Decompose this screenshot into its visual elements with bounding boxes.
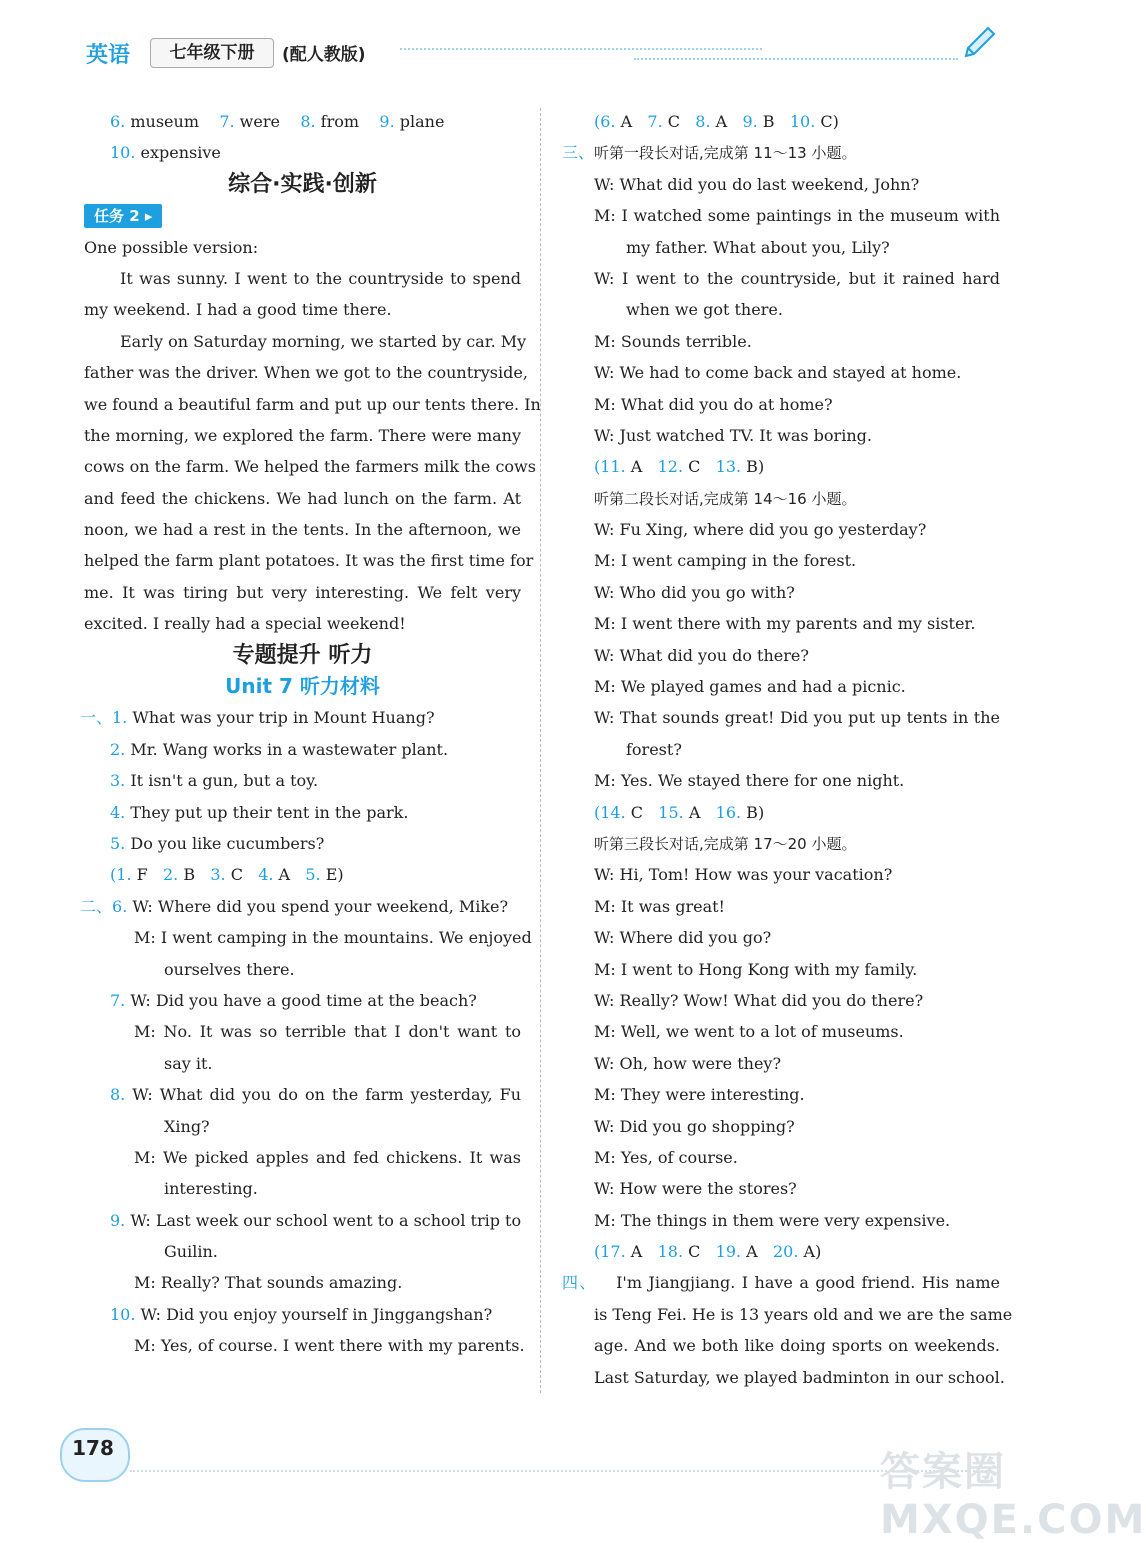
line-text: W: Last week our school went to a school trip to [130,1210,522,1230]
header-divider-lower [634,58,958,60]
dialogue-line [566,294,1000,325]
dialogue-line [566,1362,1005,1393]
watermark: 答案圈 MXQE.COM [880,1449,1146,1543]
item-answer: A [710,112,743,131]
line-text: W: Fu Xing, where did you go yesterday? [594,520,927,540]
line-text: age. And we both like doing sports on weekends. [594,1336,1000,1356]
dialogue-line [566,922,1000,953]
line-text: I'm Jiangjiang. I have a good friend. His name [616,1273,1000,1293]
item-number: 2. [110,739,131,759]
line-text: M: I went to Hong Kong with my family. [594,959,918,979]
line-text: W: Where did you go? [594,928,772,948]
line-text: M: Sounds terrible. [594,331,752,351]
topic-title: 专题提升 听力 [232,642,373,668]
line-text: 听第三段长对话,完成第 17～20 小题。 [594,834,857,853]
item-number: 20. [773,1242,799,1262]
task-row [84,200,521,231]
dialogue-line [566,577,1000,608]
item-answer: museum [125,112,220,131]
column-divider [540,108,541,1393]
dialogue-line [566,1173,1000,1204]
dialogue-line [566,1205,1000,1236]
line-text: M: Well, we went to a lot of museums. [594,1022,904,1042]
left-column [80,106,541,1362]
item-answer: B) [741,457,765,477]
line-text: M: The things in them were very expensive. [594,1210,951,1230]
item-answer: B [757,112,790,131]
line-text: my father. What about you, Lily? [626,237,890,257]
item-number: 2. [162,865,179,885]
right-column [562,106,1013,1393]
dialogue-line [562,137,1000,168]
dialogue-line [566,483,1000,514]
listening-line [84,1016,521,1047]
item-answer: C [683,1242,716,1262]
essay-line: helped the farm plant potatoes. It was the first time for [84,551,534,571]
line-text: Last Saturday, we played badminton in our school. [594,1367,1005,1387]
dialogue-line [566,232,1000,263]
line-text: W: Oh, how were they? [594,1053,782,1073]
item-answer: A) [798,1242,822,1262]
dialogue-line [566,169,1000,200]
dialogue-line [566,859,1000,890]
listening-line [80,891,521,922]
listening-line [84,1236,521,1267]
dialogue-line [566,954,1000,985]
item-number: 8. [695,112,711,131]
part-number: 二、 [80,896,113,916]
dialogue-line [566,1142,1000,1173]
task-badge: 任务 2 ▸ [84,204,162,228]
line-text: What was your trip in Mount Huang? [132,708,435,728]
dialogue-line [566,263,1000,294]
item-number: (17. [594,1242,626,1262]
item-answer: A [683,802,716,822]
answer-key-line [84,859,521,890]
essay-line: noon, we had a rest in the tents. In the afternoon, we [84,520,521,540]
line-text: when we got there. [626,300,783,320]
item-answer: F [131,865,163,885]
line-text: W: Just watched TV. It was boring. [594,425,872,445]
item-number: 8. [110,1085,133,1105]
line-text: M: We picked apples and fed chickens. It was [134,1147,521,1167]
listening-line [84,1048,521,1079]
dialogue-line [566,389,1000,420]
line-text: 听第一段长对话,完成第 11～13 小题。 [594,144,857,163]
page-number: 178 [72,1436,114,1460]
listening-line [84,1111,521,1142]
dialogue-line [566,640,1000,671]
answer-key-line [566,451,1000,482]
item-answer: C [225,865,259,885]
listening-line [84,765,521,796]
listening-line [84,954,521,985]
essay-line: Early on Saturday morning, we started by car. My [120,331,527,351]
part-number: 一、 [80,708,113,728]
listening-line [84,1173,521,1204]
line-text: W: Hi, Tom! How was your vacation? [594,865,893,885]
line-text: say it. [164,1053,213,1073]
listening-line [84,1299,521,1330]
dialogue-line [566,702,1000,733]
line-text: Mr. Wang works in a wastewater plant. [130,739,449,759]
item-answer: A [625,457,658,477]
line-text: W: Really? Wow! What did you do there? [594,990,924,1010]
item-number: (11. [594,457,626,477]
item-answer: A [741,1242,773,1262]
vocab-answer-line [84,106,521,137]
essay-line: excited. I really had a special weekend! [84,614,406,634]
unit-title: Unit 7 听力材料 [225,674,380,699]
footer-divider [130,1470,990,1472]
line-text: W: That sounds great! Did you put up tents in the [594,708,1000,728]
item-number: 8. [300,112,316,131]
dialogue-line [566,985,1000,1016]
essay-line: cows on the farm. We helped the farmers milk the cows [84,457,536,477]
line-text: M: It was great! [594,896,725,916]
item-answer: E) [320,865,344,885]
edition-label: (配人教版) [282,45,366,65]
line-text: Xing? [164,1116,210,1136]
item-number: 5. [110,833,131,853]
listening-line [84,1330,525,1361]
line-text: W: Where did you spend your weekend, Mike? [132,896,509,916]
line-text: 听第二段长对话,完成第 14～16 小题。 [594,489,857,508]
line-text: W: I went to the countryside, but it rained hard [594,268,1000,288]
dialogue-line [566,326,1000,357]
item-number: 16. [715,802,742,822]
item-number: 18. [657,1242,684,1262]
item-number: 9. [110,1210,131,1230]
line-text: W: What did you do on the farm yesterday, Fu [132,1085,521,1105]
item-number: 10. [110,1304,141,1324]
dialogue-line [566,891,1000,922]
dialogue-line [566,1111,1000,1142]
line-text: M: I went camping in the forest. [594,551,857,571]
answer-key-line [566,106,1000,137]
item-answer: C [625,802,659,822]
line-text: W: Who did you go with? [594,582,795,602]
item-answer: C [662,112,696,131]
dialogue-line [562,1267,1000,1298]
line-text: forest? [626,739,682,759]
line-text: interesting. [164,1179,258,1199]
item-answer: C) [815,112,839,131]
line-text: W: How were the stores? [594,1179,797,1199]
listening-line [80,702,521,733]
listening-line [84,734,521,765]
dialogue-line [566,1048,1000,1079]
line-text: It isn't a gun, but a toy. [130,771,319,791]
item-number: 10. [110,143,136,163]
line-text: M: We played games and had a picnic. [594,677,906,697]
item-number: 15. [658,802,684,822]
item-number: 9. [742,112,758,131]
item-number: 7. [647,112,663,131]
item-number: (14. [594,802,626,822]
line-text: M: What did you do at home? [594,394,833,414]
item-answer: A [615,112,648,131]
dialogue-line [566,200,1000,231]
line-text: W: What did you do last weekend, John? [594,174,920,194]
dialogue-line [566,828,1000,859]
dialogue-line [566,1016,1000,1047]
line-text: Guilin. [164,1242,218,1262]
part-number: 四、 [562,1273,617,1293]
item-number: 7. [219,112,235,131]
item-number: 3. [210,865,226,885]
line-text: M: Yes. We stayed there for one night. [594,771,905,791]
item-number: (6. [594,112,616,131]
item-number: 13. [715,457,742,477]
dialogue-line [566,1079,1000,1110]
item-number: (1. [110,865,132,885]
line-text: W: We had to come back and stayed at home. [594,363,962,383]
essay-line: It was sunny. I went to the countryside to spend [120,268,521,288]
line-text: W: Did you enjoy yourself in Jinggangshan? [140,1304,493,1324]
grade-label: 七年级下册 [150,38,274,68]
item-answer: B) [741,802,765,822]
line-text: M: No. It was so terrible that I don't want to [134,1022,521,1042]
line-text: W: Did you go shopping? [594,1116,795,1136]
essay-line: we found a beautiful farm and put up our tents there. In [84,394,541,414]
dialogue-line [566,514,1000,545]
essay-line: father was the driver. When we got to the countryside, [84,363,528,383]
item-number: 9. [379,112,395,131]
line-text: M: They were interesting. [594,1085,805,1105]
listening-line [84,922,532,953]
line-text: M: I went there with my parents and my sister. [594,614,976,634]
item-number: 3. [110,771,131,791]
listening-line [84,1079,521,1110]
listening-line [84,1142,521,1173]
answer-key-line [566,1236,1000,1267]
essay-line: and feed the chickens. We had lunch on the farm. At [84,488,521,508]
pen-icon [958,24,998,64]
line-text: M: I watched some paintings in the museum with [594,206,1000,226]
section-title: 综合·实践·创新 [228,171,377,197]
listening-line [84,985,521,1016]
item-answer: A [625,1242,658,1262]
dialogue-line [566,671,1000,702]
listening-line [84,1205,521,1236]
item-answer: plane [394,112,445,131]
subject-title: 英语 [86,43,131,68]
essay-line: my weekend. I had a good time there. [84,300,392,320]
essay-line: me. It was tiring but very interesting. We felt very [84,582,521,602]
listening-line [84,797,521,828]
essay-intro: One possible version: [84,237,259,257]
item-number: 19. [715,1242,742,1262]
dialogue-line [566,357,1000,388]
dialogue-line [566,1330,1000,1361]
listening-line [84,1267,521,1298]
header-divider [400,48,762,50]
item-number: 1. [112,708,133,728]
line-text: M: I went camping in the mountains. We enjoyed [134,928,532,948]
line-text: M: Yes, of course. [594,1147,738,1167]
item-answer: C [683,457,716,477]
dialogue-line [566,608,1000,639]
line-text: M: Really? That sounds amazing. [134,1273,403,1293]
item-number: 7. [110,990,131,1010]
dialogue-line [566,765,1000,796]
dialogue-line [566,1299,1013,1330]
item-number: 4. [110,802,131,822]
dialogue-line [566,734,1000,765]
item-number: 6. [112,896,133,916]
line-text: ourselves there. [164,959,295,979]
item-answer: expensive [135,143,221,163]
line-text: W: Did you have a good time at the beach? [130,990,477,1010]
line-text: W: What did you do there? [594,645,809,665]
vocab-answer-line [84,137,521,168]
line-text: Do you like cucumbers? [130,833,325,853]
line-text: M: Yes, of course. I went there with my parents. [134,1336,525,1356]
item-number: 6. [110,112,126,131]
item-answer: A [273,865,306,885]
line-text: is Teng Fei. He is 13 years old and we are the same [594,1304,1013,1324]
item-answer: B [178,865,211,885]
item-number: 5. [305,865,321,885]
listening-line [84,828,521,859]
part-number: 三、 [562,143,595,163]
item-number: 10. [789,112,816,131]
item-number: 4. [258,865,274,885]
line-text: They put up their tent in the park. [130,802,409,822]
dialogue-line [566,545,1000,576]
answer-key-line [566,797,1000,828]
item-number: 12. [657,457,684,477]
item-answer: were [234,112,301,131]
item-answer: from [315,112,380,131]
essay-line: the morning, we explored the farm. There were many [84,425,521,445]
dialogue-line [566,420,1000,451]
